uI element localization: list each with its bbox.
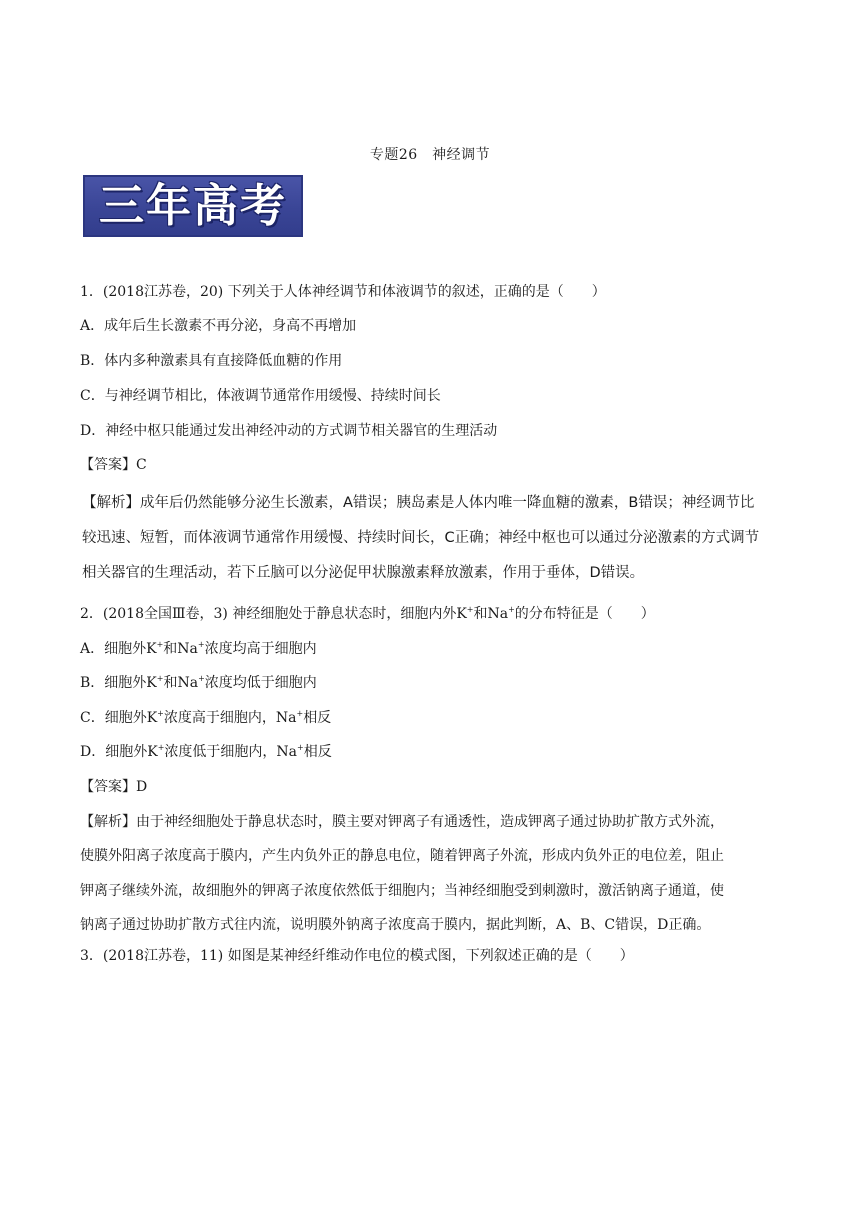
question-1-option-d: D．神经中枢只能通过发出神经冲动的方式调节相关器官的生理活动: [80, 423, 498, 439]
banner-text: 三年高考: [98, 179, 287, 232]
question-2-option-b: B．细胞外K+和Na+浓度均低于细胞内: [80, 674, 317, 691]
question-2-option-d: D．细胞外K+浓度低于细胞内，Na+相反: [80, 743, 332, 760]
question-2-analysis-line: 使膜外阳离子浓度高于膜内，产生内负外正的静息电位，随着钾离子外流，形成内负外正的电位差，阻止: [80, 848, 724, 864]
question-1-option-a: A．成年后生长激素不再分泌，身高不再增加: [80, 318, 357, 334]
question-1-analysis-line: 相关器官的生理活动，若下丘脑可以分泌促甲状腺激素释放激素，作用于垂体，D错误。: [82, 565, 645, 581]
page-title: 专题26 神经调节: [369, 147, 491, 163]
question-2-answer: 【答案】D: [80, 779, 148, 795]
question-1-option-b: B．体内多种激素具有直接降低血糖的作用: [80, 353, 343, 369]
section-banner: [83, 175, 303, 237]
question-2-analysis-line: 【解析】由于神经细胞处于静息状态时，膜主要对钾离子有通透性，造成钾离子通过协助扩散方式外流，: [80, 814, 724, 830]
question-1-analysis-line: 较迅速、短暂，而体液调节通常作用缓慢、持续时间长，C正确；神经中枢也可以通过分泌激素的方式调节: [82, 530, 760, 546]
question-1-stem: 1．(2018江苏卷，20) 下列关于人体神经调节和体液调节的叙述，正确的是（ ）: [80, 284, 606, 300]
question-3-stem: 3．(2018江苏卷，11) 如图是某神经纤维动作电位的模式图，下列叙述正确的是（ ）: [80, 948, 634, 964]
question-2-option-c: C．细胞外K+浓度高于细胞内，Na+相反: [80, 709, 332, 726]
question-2-stem: 2．(2018全国Ⅲ卷，3) 神经细胞处于静息状态时，细胞内外K+和Na+的分布特征是（ ）: [80, 605, 655, 622]
question-1-option-c: C．与神经调节相比，体液调节通常作用缓慢、持续时间长: [80, 388, 441, 404]
question-1-analysis-line: 【解析】成年后仍然能够分泌生长激素，A错误；胰岛素是人体内唯一降血糖的激素，B错误；神经调节比: [82, 495, 755, 511]
question-2-analysis-line: 钾离子继续外流，故细胞外的钾离子浓度依然低于细胞内；当神经细胞受到刺激时，激活钠离子通道，使: [80, 883, 724, 899]
question-1-answer: 【答案】C: [80, 457, 147, 473]
question-2-analysis-line: 钠离子通过协助扩散方式往内流，说明膜外钠离子浓度高于膜内，据此判断，A、B、C错误，D正确。: [80, 917, 711, 933]
question-2-option-a: A．细胞外K+和Na+浓度均高于细胞内: [80, 640, 317, 657]
